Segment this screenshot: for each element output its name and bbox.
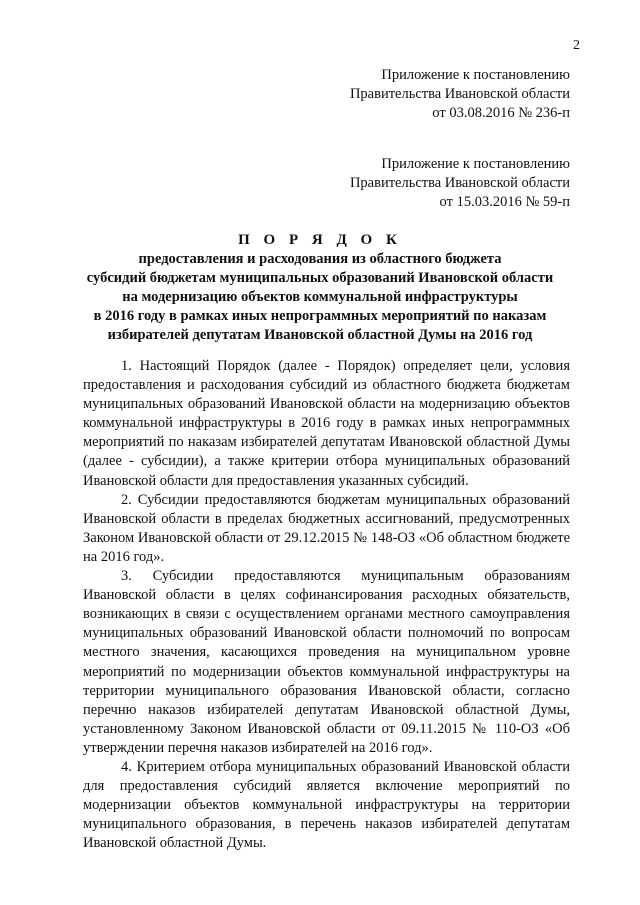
appendix-current-line-2: Правительства Ивановской области	[349, 86, 570, 102]
paragraph-1: 1. Настоящий Порядок (далее - Порядок) определяет цели, условия предоставления и расходования субсидий из областного бюджета бюджетам муниципальных образований Ивановской области на модернизацию объектов коммунальной инфраструктуры в 2016 году в рамках иных непрограммных мероприятий по наказам избирателей депутатам Ивановской областной Думы (далее - субсидии), а также критерии отбора муниципальных образований Ивановской области для предоставления указанных субсидий.	[83, 358, 570, 489]
appendix-header-current	[350, 66, 570, 123]
appendix-header-original	[350, 155, 570, 212]
document-subtitle	[70, 250, 570, 345]
appendix-original-line-2: Правительства Ивановской области	[349, 175, 570, 191]
appendix-current-line-3: от 03.08.2016 № 236-п	[432, 105, 570, 121]
appendix-original-line-3: от 15.03.2016 № 59-п	[439, 194, 570, 210]
page-number: 2	[573, 38, 580, 53]
subtitle-line-5: избирателей депутатам Ивановской областной Думы на 2016 год	[107, 327, 533, 343]
document-title: П О Р Я Д О К	[238, 232, 402, 248]
appendix-current-line-1: Приложение к постановлению	[381, 67, 570, 83]
paragraph-4: 4. Критерием отбора муниципальных образований Ивановской области для предоставления субсидий является включение мероприятий по модернизации объектов коммунальной инфраструктуры на территории муниципального образования, в перечень наказов избирателей депутатам Ивановской областной Думы.	[83, 758, 570, 852]
subtitle-line-4: в 2016 году в рамках иных непрограммных мероприятий по наказам	[93, 308, 547, 324]
paragraph-2: 2. Субсидии предоставляются бюджетам муниципальных образований Ивановской области в пределах бюджетных ассигнований, предусмотренных Законом Ивановской области от 29.12.2015 № 148-ОЗ «Об областном бюджете на 2016 год».	[83, 491, 570, 565]
subtitle-line-3: на модернизацию объектов коммунальной инфраструктуры	[122, 289, 518, 305]
document-body	[83, 357, 570, 853]
subtitle-line-1: предоставления и расходования из областного бюджета	[138, 251, 502, 267]
appendix-original-line-1: Приложение к постановлению	[381, 156, 570, 172]
subtitle-line-2: субсидий бюджетам муниципальных образований Ивановской области	[86, 270, 554, 286]
paragraph-3: 3. Субсидии предоставляются муниципальным образованиям Ивановской области в целях софинансирования расходных обязательств, возникающих в связи с осуществлением органами местного самоуправления муниципальных образований Ивановской области полномочий по вопросам местного значения, касающихся проведения на муниципальном уровне мероприятий по модернизации объектов коммунальной инфраструктуры на территории муниципального образования Ивановской области, согласно перечню наказов избирателей депутатам Ивановской областной Думы, установленному Законом Ивановской области от 09.11.2015 № 110-ОЗ «Об утверждении перечня наказов избирателей на 2016 год».	[83, 568, 570, 756]
